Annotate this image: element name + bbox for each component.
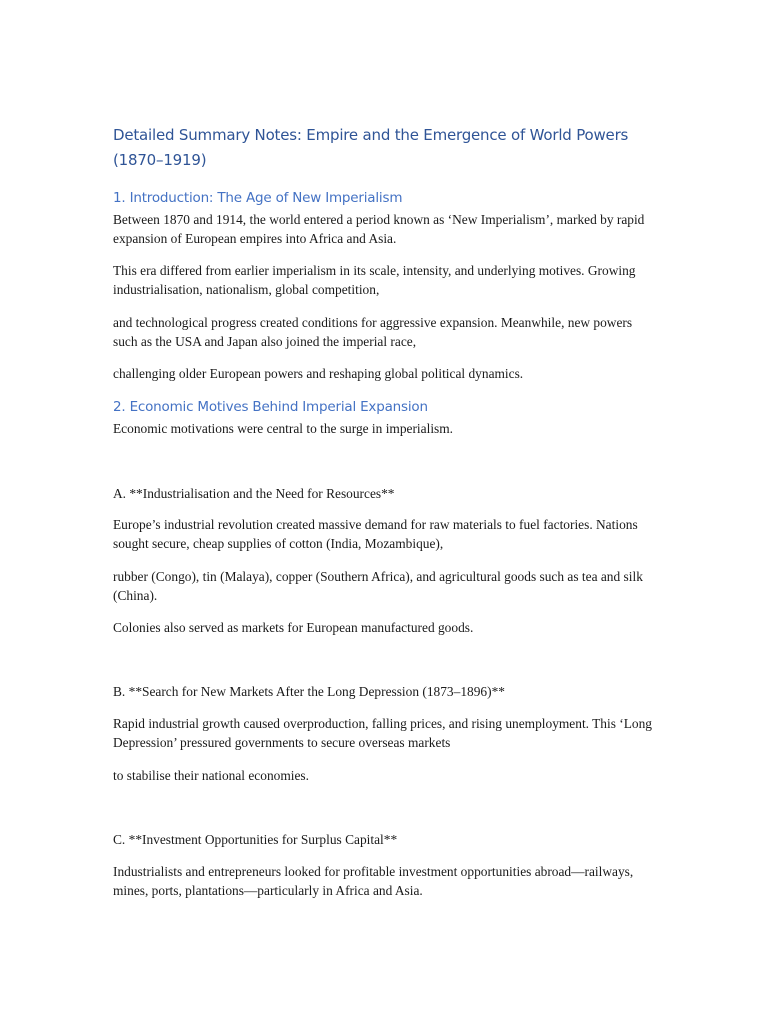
- economic-intro-paragraph: Economic motivations were central to the surge in imperialism.: [113, 421, 454, 436]
- document-page: [113, 0, 653, 1024]
- subsection-title-b: B. **Search for New Markets After the Long Depression (1873–1896)**: [113, 684, 505, 699]
- subsection-b-paragraph-2: to stabilise their national economies.: [113, 768, 309, 783]
- subsection-title-c: C. **Investment Opportunities for Surplus Capital**: [113, 832, 398, 847]
- document-title: Detailed Summary Notes: Empire and the Emergence of World Powers (1870–1919): [113, 126, 629, 169]
- subsection-a-paragraph-3: Colonies also served as markets for European manufactured goods.: [113, 620, 474, 635]
- intro-paragraph-3: and technological progress created conditions for aggressive expansion. Meanwhile, new powers such as the USA and Japan also joined the imperial race,: [113, 315, 633, 349]
- intro-paragraph-1: Between 1870 and 1914, the world entered a period known as ‘New Imperialism’, marked by rapid expansion of European empires into Africa and Asia.: [113, 212, 645, 246]
- section-heading-introduction: 1. Introduction: The Age of New Imperialism: [113, 190, 403, 206]
- subsection-c-paragraph-1: Industrialists and entrepreneurs looked for profitable investment opportunities abroad—railways, mines, ports, plantations—particularly in Africa and Asia.: [113, 864, 634, 898]
- subsection-a-paragraph-2: rubber (Congo), tin (Malaya), copper (Southern Africa), and agricultural goods such as tea and silk (China).: [113, 569, 643, 603]
- subsection-b-paragraph-1: Rapid industrial growth caused overproduction, falling prices, and rising unemployment. This ‘Long Depression’ pressured governments to secure overseas markets: [113, 716, 652, 750]
- subsection-a-paragraph-1: Europe’s industrial revolution created massive demand for raw materials to fuel factories. Nations sought secure, cheap supplies of cotton (India, Mozambique),: [113, 517, 638, 551]
- subsection-title-a: A. **Industrialisation and the Need for Resources**: [113, 486, 395, 501]
- intro-paragraph-4: challenging older European powers and reshaping global political dynamics.: [113, 366, 524, 381]
- section-heading-economic-motives: 2. Economic Motives Behind Imperial Expansion: [113, 399, 428, 415]
- intro-paragraph-2: This era differed from earlier imperialism in its scale, intensity, and underlying motives. Growing industrialisation, nationalism, global competition,: [113, 263, 636, 297]
